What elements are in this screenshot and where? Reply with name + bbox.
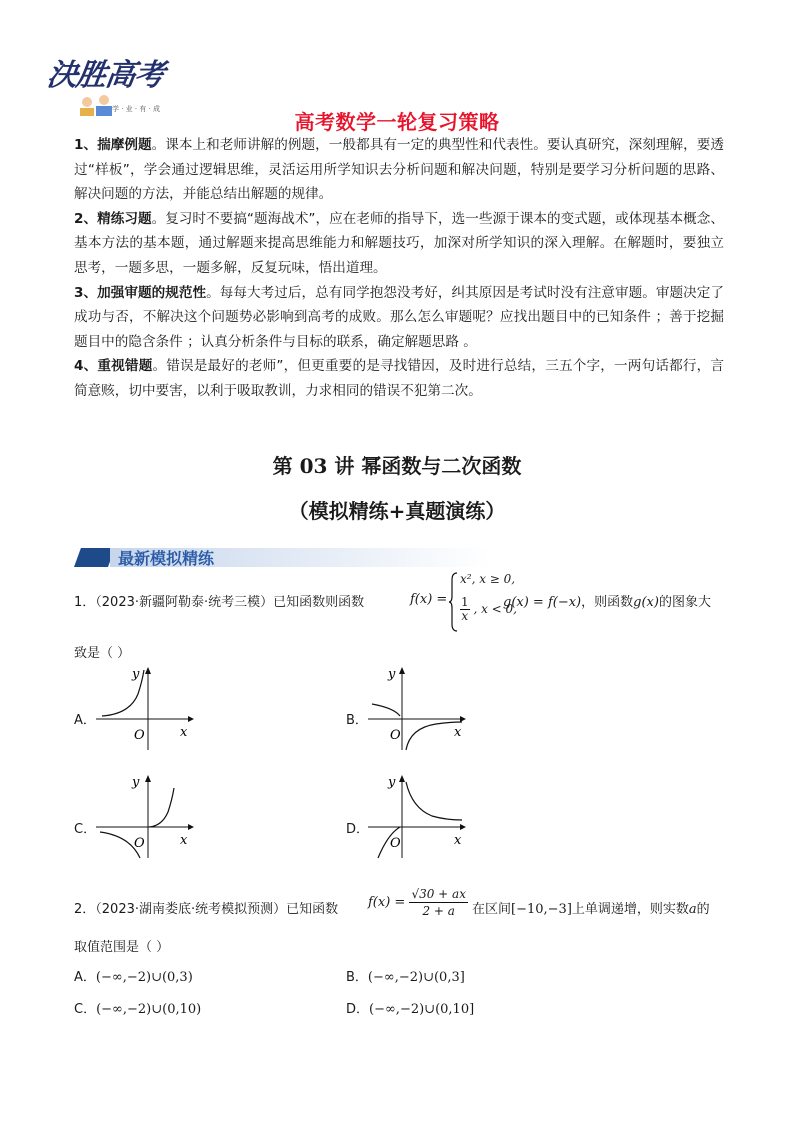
page-title: 高考数学一轮复习策略: [294, 110, 500, 134]
section-header: [74, 546, 494, 570]
origin-label: O: [134, 836, 145, 851]
axis-y-label: y: [388, 667, 396, 682]
tip-body: 。复习时不要搞“题海战术”，应在老师的指导下，选一些源于课本的变式题，或体现基本概念、基本方法的基本题，通过解题来提高思维能力和解题技巧，加深对所学知识的深入理解。在解题时，要独立思考，一题多思，一题多解，反复玩味，悟出道理。: [74, 210, 724, 276]
study-tips: [74, 133, 724, 404]
q2-prefix: 2．（2023·湖南娄底·统考模拟预测）已知函数: [74, 902, 339, 917]
q2-option-a[interactable]: [74, 966, 193, 985]
q2-fx: f(x) =: [368, 895, 406, 910]
q1-prefix: 1．（2023·新疆阿勒泰·统考三模）已知函数则函数: [74, 595, 365, 610]
q1-option-d-label[interactable]: D．: [346, 822, 370, 837]
axis-y-label: y: [132, 667, 140, 682]
axis-y-label: y: [132, 775, 140, 790]
option-value: (−∞,−2)∪(0,3]: [367, 970, 465, 985]
option-label: D．: [346, 1002, 370, 1017]
tip-item: [74, 133, 724, 207]
q2-fraction: [368, 886, 468, 919]
q1-option-c-label[interactable]: C．: [74, 822, 97, 837]
q2-suffix: 上单调递增，则实数: [571, 902, 689, 917]
option-value: (−∞,−2)∪(0,3): [95, 970, 193, 985]
tip-heading: 1、揣摩例题: [74, 137, 152, 153]
tip-item: [74, 281, 724, 355]
q2-stem-end: [472, 898, 710, 917]
q2-stem-line2: 取值范围是（ ）: [74, 940, 170, 955]
q1-case2-cond: , x < 0,: [473, 602, 517, 616]
origin-label: O: [134, 728, 145, 743]
q1-suffix: ，则函数: [581, 595, 634, 610]
q1-stem-line2: 致是（ ）: [74, 646, 131, 661]
q1-option-b-label[interactable]: B．: [346, 713, 368, 728]
q1-stem: [74, 591, 364, 610]
axis-x-label: x: [454, 725, 462, 740]
q2-option-b[interactable]: [346, 966, 465, 985]
q2-denominator: 2 + a: [422, 904, 455, 918]
tip-heading: 2、精练习题: [74, 210, 152, 227]
option-label: A．: [74, 970, 96, 985]
q1-case1: x², x ≥ 0,: [460, 572, 516, 586]
q1-f-label: f(x) =: [410, 592, 448, 607]
tip-body: 。每每大考过后，总有同学抱怨没考好，纠其原因是考试时没有注意审题。审题决定了成功与否，不解决这个问题势必影响到高考的成败。那么怎么审题呢？应找出题目中的已知条件 ；善于挖掘题目中的隐含条件 ；认真分析条件与目标的联系，确定解题思路 。: [74, 284, 724, 350]
q2-mid: 在区间: [472, 902, 512, 917]
tip-item: [74, 354, 724, 403]
q2-var-a: a: [688, 902, 697, 917]
q2-option-d[interactable]: [346, 998, 474, 1017]
q1-g-def: g(x) = f(−x): [503, 595, 582, 610]
q1-option-a-label[interactable]: A．: [74, 713, 96, 728]
axis-y-label: y: [388, 775, 396, 790]
lecture-title: 第 03 讲 幂函数与二次函数: [272, 454, 522, 478]
q1-case2-den: x: [461, 609, 469, 623]
tip-body: 。课本上和老师讲解的例题，一般都具有一定的典型性和代表性。要认真研究，深刻理解，要透过“样板”，学会通过逻辑思维，灵活运用所学知识去分析问题和解决问题，特别是要学习分析问题的思路、解决问题的方法，并能总结出解题的规律。: [74, 137, 724, 203]
option-value: (−∞,−2)∪(0,10]: [369, 1002, 475, 1017]
q2-interval: [−10,−3]: [511, 902, 572, 917]
origin-label: O: [390, 836, 401, 851]
q2-suffix2: 的: [696, 902, 710, 917]
q1-piecewise: [410, 570, 517, 634]
section-title: 最新模拟精练: [118, 549, 215, 568]
axis-x-label: x: [180, 725, 188, 740]
option-label: B．: [346, 970, 368, 985]
origin-label: O: [390, 728, 401, 743]
logo-text: 決胜高考: [45, 58, 166, 93]
q2-numerator: √30 + ax: [411, 887, 466, 901]
tip-body: 。错误是最好的老师”，但更重要的是寻找错因，及时进行总结，三五个字，一两句话都行，言简意赅，切中要害，以利于吸取教训，力求相同的错误不犯第二次。: [74, 358, 724, 399]
section-bar-block: [74, 548, 115, 567]
option-value: (−∞,−2)∪(0,10): [96, 1002, 202, 1017]
logo-tagline: 学 · 业 · 有 · 成: [112, 105, 161, 113]
tip-item: [74, 207, 724, 281]
q2-stem: [74, 898, 338, 917]
q1-option-d-graph[interactable]: [366, 772, 470, 860]
lecture-subtitle: （模拟精练+真题演练）: [288, 499, 506, 523]
option-label: C．: [74, 1002, 97, 1017]
axis-x-label: x: [180, 833, 188, 848]
q1-case2-num: 1: [461, 595, 469, 609]
tip-heading: 4、重视错题: [74, 358, 153, 375]
tip-heading: 3、加强审题的规范性: [74, 284, 207, 301]
q1-option-a-graph[interactable]: [94, 664, 198, 752]
q1-option-c-graph[interactable]: [94, 772, 198, 860]
q1-option-b-graph[interactable]: [366, 664, 470, 752]
q1-stem-end: [503, 591, 711, 610]
q1-suffix2: 的图象大: [658, 595, 711, 610]
axis-x-label: x: [454, 833, 462, 848]
q2-option-c[interactable]: [74, 998, 201, 1017]
q1-gx: g(x): [633, 595, 659, 610]
brace-icon: [448, 572, 458, 632]
